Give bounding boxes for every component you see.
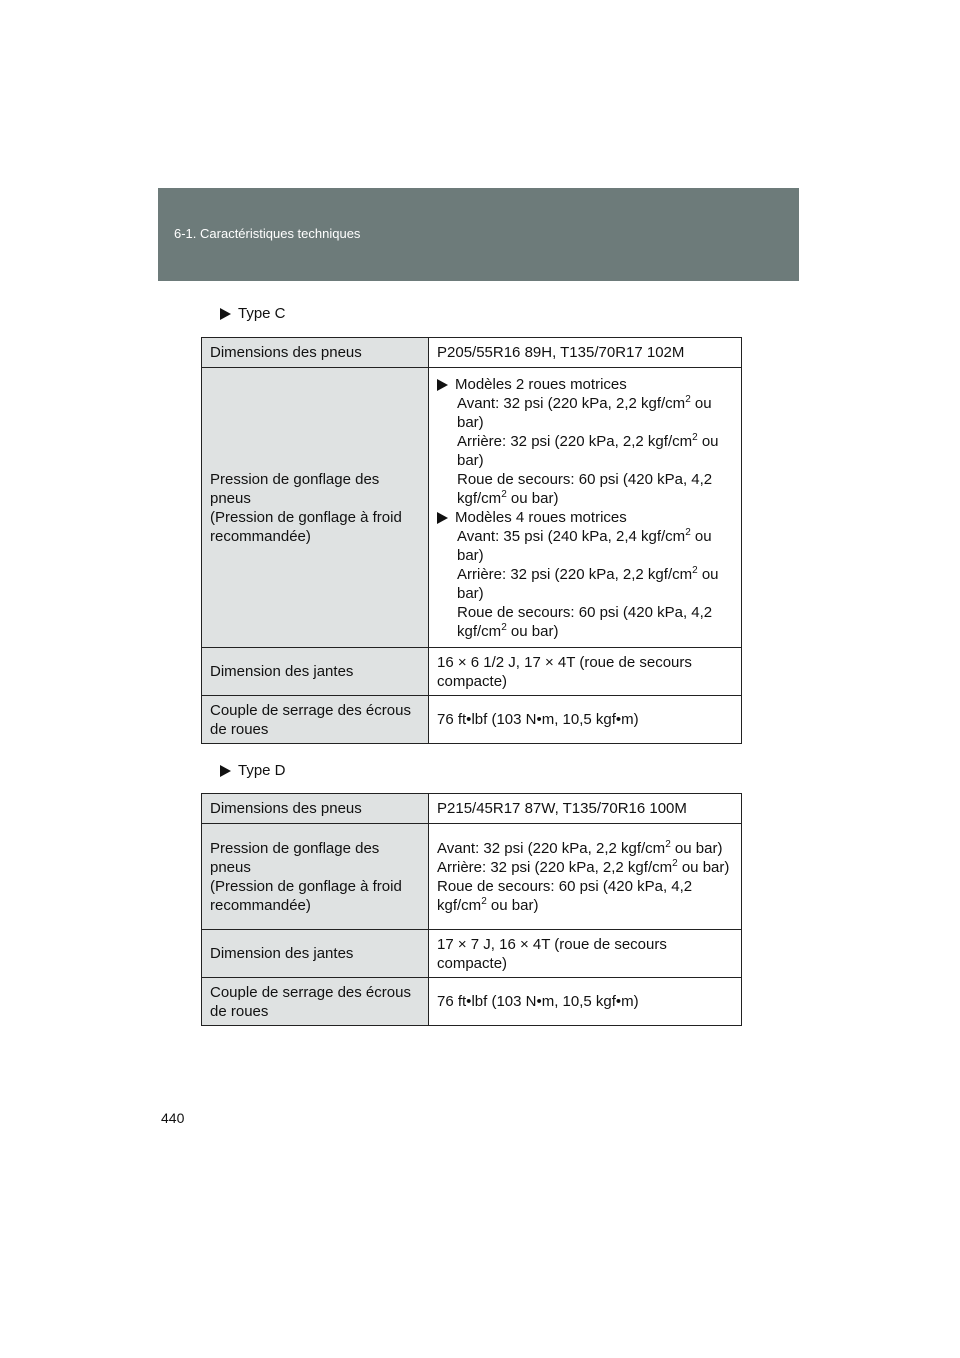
pressure-label-line: Pression de gonflage des pneus bbox=[210, 470, 380, 507]
table-row bbox=[202, 338, 742, 368]
type-c-heading bbox=[220, 305, 286, 322]
tire-size-value: P215/45R17 87W, T135/70R16 100M bbox=[429, 794, 742, 824]
pressure-label-note: (Pression de gonflage à froid recommandée) bbox=[210, 877, 402, 914]
pressure-front: Avant: 35 psi (240 kPa, 2,4 kgf/$cm^2$ ou bar) bbox=[457, 526, 712, 564]
pressure-rear: Arrière: 32 psi (220 kPa, 2,2 kgf/$cm^2$ ou bar) bbox=[457, 564, 719, 602]
rim-size-value: 17 × 7 J, 16 × 4T (roue de secours compacte) bbox=[429, 930, 742, 978]
table-row bbox=[202, 368, 742, 648]
section-header bbox=[158, 188, 799, 281]
tire-pressure-value bbox=[429, 368, 742, 648]
tire-size-value: P205/55R16 89H, T135/70R17 102M bbox=[429, 338, 742, 368]
tire-size-label: Dimensions des pneus bbox=[202, 794, 429, 824]
triangle-bullet-icon bbox=[437, 379, 448, 391]
triangle-bullet-icon bbox=[437, 512, 448, 524]
table-row bbox=[202, 930, 742, 978]
type-d-spec-table bbox=[201, 793, 742, 1026]
tire-pressure-value bbox=[429, 824, 742, 930]
tire-size-label: Dimensions des pneus bbox=[202, 338, 429, 368]
rim-size-label: Dimension des jantes bbox=[202, 930, 429, 978]
tire-pressure-label bbox=[202, 368, 429, 648]
lug-nut-torque-label: Couple de serrage des écrous de roues bbox=[202, 978, 429, 1026]
table-row bbox=[202, 978, 742, 1026]
type-d-label: Type D bbox=[238, 762, 286, 779]
pressure-rear: Arrière: 32 psi (220 kPa, 2,2 kgf/$cm^2$ ou bar) bbox=[437, 857, 730, 876]
triangle-bullet-icon bbox=[220, 308, 231, 320]
pressure-label-note: (Pression de gonflage à froid recommandée) bbox=[210, 508, 402, 545]
pressure-label-line: Pression de gonflage des pneus bbox=[210, 839, 380, 876]
pressure-spare: Roue de secours: 60 psi (420 kPa, 4,2 kgf/$cm^2$ ou bar) bbox=[437, 877, 693, 914]
list-item bbox=[437, 508, 733, 527]
group-4wd-title: Modèles 4 roues motrices bbox=[455, 508, 627, 526]
list-item bbox=[437, 375, 733, 394]
page-number: 440 bbox=[161, 1110, 185, 1126]
lug-nut-torque-label: Couple de serrage des écrous de roues bbox=[202, 696, 429, 744]
table-row bbox=[202, 648, 742, 696]
type-c-spec-table bbox=[201, 337, 742, 744]
table-row bbox=[202, 696, 742, 744]
rim-size-label: Dimension des jantes bbox=[202, 648, 429, 696]
type-c-label: Type C bbox=[238, 305, 286, 322]
rim-size-value: 16 × 6 1/2 J, 17 × 4T (roue de secours compacte) bbox=[429, 648, 742, 696]
pressure-front: Avant: 32 psi (220 kPa, 2,2 kgf/$cm^2$ ou bar) bbox=[457, 393, 712, 431]
lug-nut-torque-value: 76 ft•lbf (103 N•m, 10,5 kgf•m) bbox=[429, 696, 742, 744]
lug-nut-torque-value: 76 ft•lbf (103 N•m, 10,5 kgf•m) bbox=[429, 978, 742, 1026]
section-title: 6-1. Caractéristiques techniques bbox=[174, 226, 361, 241]
pressure-front: Avant: 32 psi (220 kPa, 2,2 kgf/$cm^2$ ou bar) bbox=[437, 838, 723, 857]
triangle-bullet-icon bbox=[220, 765, 231, 777]
tire-pressure-label bbox=[202, 824, 429, 930]
table-row bbox=[202, 824, 742, 930]
type-d-heading bbox=[220, 762, 286, 779]
pressure-rear: Arrière: 32 psi (220 kPa, 2,2 kgf/$cm^2$ ou bar) bbox=[457, 431, 719, 469]
pressure-spare: Roue de secours: 60 psi (420 kPa, 4,2 kgf/$cm^2$ ou bar) bbox=[457, 603, 713, 640]
pressure-spare: Roue de secours: 60 psi (420 kPa, 4,2 kgf/$cm^2$ ou bar) bbox=[457, 470, 713, 507]
table-row bbox=[202, 794, 742, 824]
group-2wd-title: Modèles 2 roues motrices bbox=[455, 375, 627, 393]
